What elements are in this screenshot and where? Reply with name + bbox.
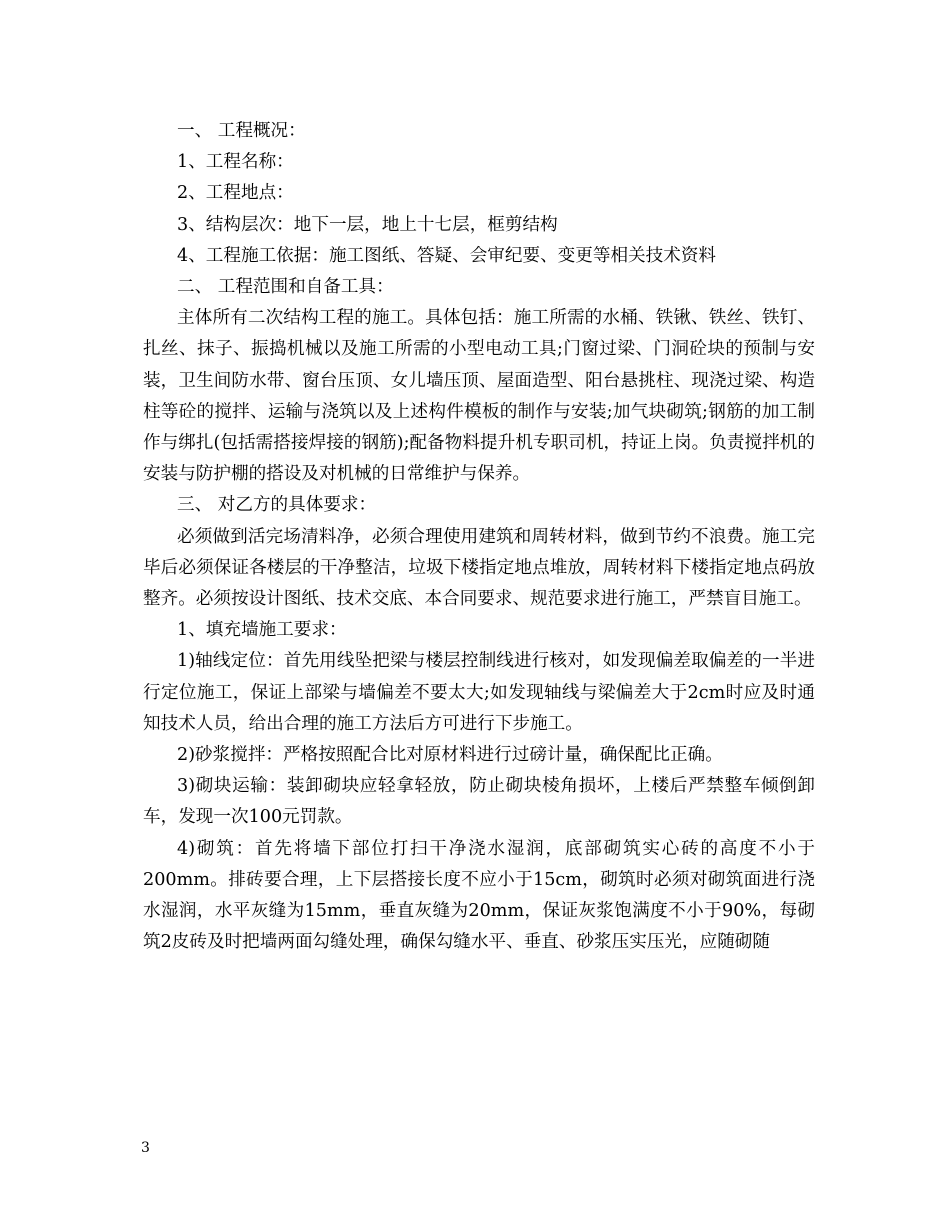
structure-line: 3、结构层次：地下一层，地上十七层，框剪结构	[177, 214, 558, 235]
section-heading-requirements: 三、 对乙方的具体要求：	[177, 495, 377, 516]
scope-paragraph: 主体所有二次结构工程的施工。具体包括：施工所需的水桶、铁锹、铁丝、铁钉、扎丝、抹子、振捣机械以及施工所需的小型电动工具;门窗过梁、门洞砼块的预制与安装，卫生间防水带、窗台压顶、女儿墙压顶、屋面造型、阳台悬挑柱、现浇过梁、构造柱等砼的搅拌、运输与浇筑以及上述构件模板的制作与安装;加气块砌筑;钢筋的加工制作与绑扎(包括需搭接焊接的钢筋);配备物料提升机专职司机，持证上岗。负责搅拌机的安装与防护棚的搭设及对机械的日常维护与保养。	[143, 308, 815, 485]
masonry-paragraph: 4)砌筑：首先将墙下部位打扫干净浇水湿润，底部砌筑实心砖的高度不小于200mm。排砖要合理，上下层搭接长度不应小于15cm，砌筑时必须对砌筑面进行浇水湿润，水平灰缝为15mm，垂直灰缝为20mm，保证灰浆饱满度不小于90%，每砌筑2皮砖及时把墙两面勾缝处理，确保勾缝水平、垂直、砂浆压实压光，应随砌随	[143, 838, 815, 953]
mortar-mixing-paragraph: 2)砂浆搅拌：严格按照配合比对原材料进行过磅计量，确保配比正确。	[177, 745, 723, 766]
project-location-line: 2、工程地点：	[177, 183, 294, 204]
project-name-line: 1、工程名称：	[177, 152, 294, 173]
section-heading-scope: 二、 工程范围和自备工具：	[177, 277, 394, 298]
page-number: 3	[141, 1140, 150, 1156]
infill-wall-heading: 1、填充墙施工要求：	[177, 620, 347, 641]
block-transport-paragraph: 3)砌块运输：装卸砌块应轻拿轻放，防止砌块棱角损坏，上楼后严禁整车倾倒卸车，发现一次100元罚款。	[143, 776, 815, 828]
section-heading-overview: 一、 工程概况：	[177, 121, 306, 141]
requirements-paragraph: 必须做到活完场清料净，必须合理使用建筑和周转材料，做到节约不浪费。施工完毕后必须保证各楼层的干净整洁，垃圾下楼指定地点堆放，周转材料下楼指定地点码放整齐。必须按设计图纸、技术交底、本合同要求、规范要求进行施工，严禁盲目施工。	[143, 526, 815, 610]
construction-basis-line: 4、工程施工依据：施工图纸、答疑、会审纪要、变更等相关技术资料	[177, 245, 717, 266]
document-body	[143, 116, 815, 958]
axis-positioning-paragraph: 1)轴线定位：首先用线坠把梁与楼层控制线进行核对，如发现偏差取偏差的一半进行定位施工，保证上部梁与墙偏差不要太大;如发现轴线与梁偏差大于2cm时应及时通知技术人员，给出合理的施工方法后方可进行下步施工。	[143, 651, 815, 734]
